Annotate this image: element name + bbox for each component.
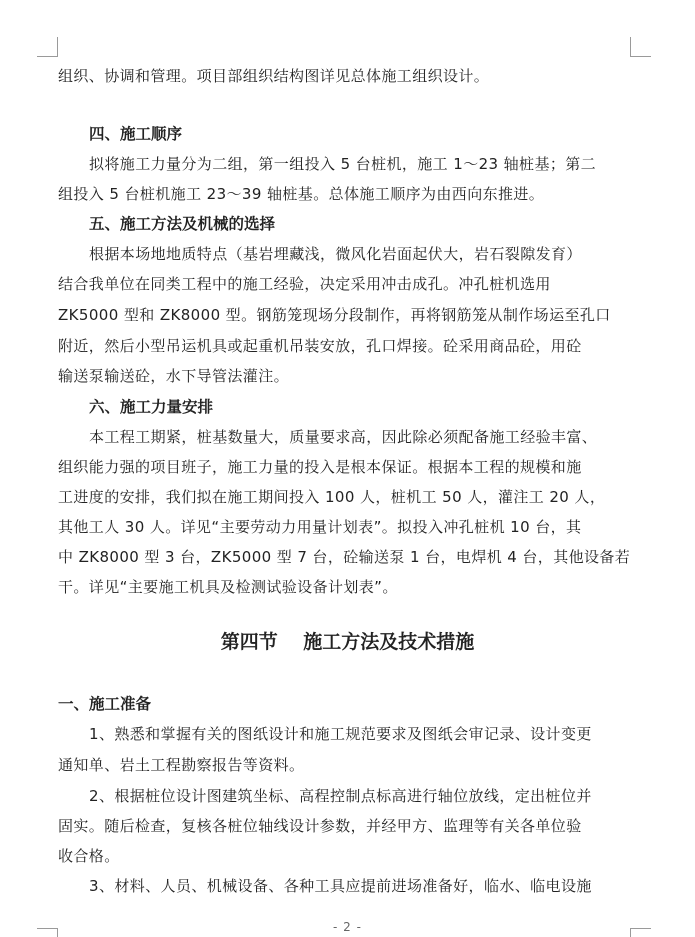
paragraph-line: 组投入 5 台桩机施工 23～39 轴桩基。总体施工顺序为由西向东推进。 [58,185,545,203]
paragraph-line: 2、根据桩位设计图建筑坐标、高程控制点标高进行轴位放线，定出桩位并 [89,787,592,805]
section-heading-methods: 五、施工方法及机械的选择 [89,214,276,233]
section-heading-order: 四、施工顺序 [89,124,183,143]
paragraph-line: 3、材料、人员、机械设备、各种工具应提前进场准备好，临水、临电设施 [89,877,592,895]
paragraph-line: 其他工人 30 人。详见“主要劳动力用量计划表”。拟投入冲孔桩机 10 台，其 [58,518,582,536]
paragraph-line: 根据本场地地质特点（基岩埋藏浅，微风化岩面起伏大，岩石裂隙发育） [89,245,582,263]
paragraph-line: 结合我单位在同类工程中的施工经验，决定采用冲击成孔。冲孔桩机选用 [58,275,551,293]
paragraph-line: 收合格。 [58,847,120,865]
subsection-heading-preparation: 一、施工准备 [58,694,152,713]
paragraph-line: 通知单、岩土工程勘察报告等资料。 [58,756,305,774]
section-title: 第四节 施工方法及技术措施 [220,631,475,653]
section-heading-workforce: 六、施工力量安排 [89,397,214,416]
paragraph-line: 工进度的安排，我们拟在施工期间投入 100 人，桩机工 50 人，灌注工 20 人， [58,488,606,506]
paragraph-line: 组织能力强的项目班子，施工力量的投入是根本保证。根据本工程的规模和施 [58,458,582,476]
paragraph-line: 中 ZK8000 型 3 台，ZK5000 型 7 台，砼输送泵 1 台，电焊机 4 台，其他设备若 [58,548,631,566]
paragraph-line: 干。详见“主要施工机具及检测试验设备计划表”。 [58,578,398,596]
page-number: - 2 - [333,920,362,934]
paragraph-line: 拟将施工力量分为二组，第一组投入 5 台桩机，施工 1～23 轴桩基；第二 [89,155,597,173]
paragraph-line: 附近，然后小型吊运机具或起重机吊装安放，孔口焊接。砼采用商品砼，用砼 [58,337,582,355]
paragraph-line: ZK5000 型和 ZK8000 型。钢筋笼现场分段制作，再将钢筋笼从制作场运至孔口 [58,306,611,324]
paragraph-line: 1、熟悉和掌握有关的图纸设计和施工规范要求及图纸会审记录、设计变更 [89,725,592,743]
paragraph-line: 组织、协调和管理。项目部组织结构图详见总体施工组织设计。 [58,67,490,85]
paragraph-line: 输送泵输送砼，水下导管法灌注。 [58,367,290,385]
paragraph-line: 固实。随后检查，复核各桩位轴线设计参数，并经甲方、监理等有关各单位验 [58,817,582,835]
paragraph-line: 本工程工期紧，桩基数量大，质量要求高，因此除必须配备施工经验丰富、 [89,428,598,446]
